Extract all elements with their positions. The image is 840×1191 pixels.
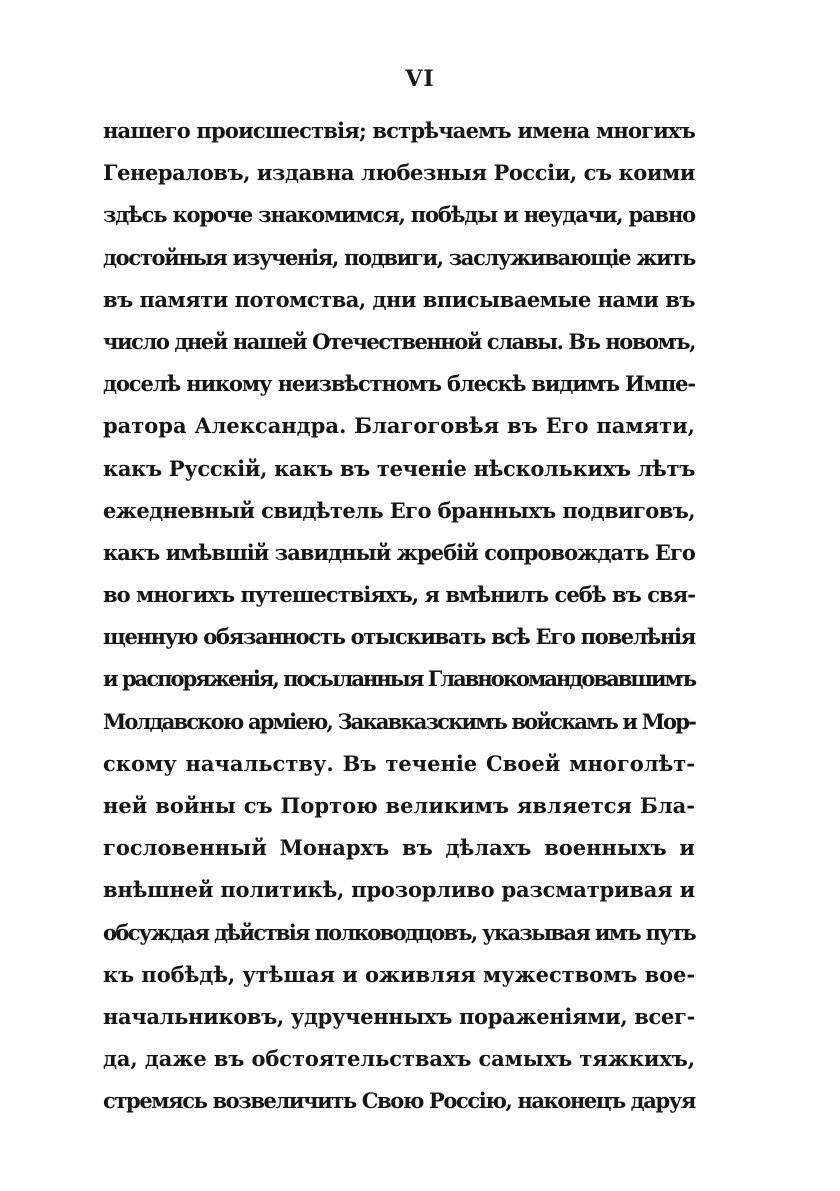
- text-line: достойныя изученія, подвиги, заслуживающіе жить: [103, 244, 695, 270]
- text-line: скому начальству. Въ теченіе Своей многолѣт-: [103, 750, 695, 776]
- text-line: ежедневный свидѣтель Его бранныхъ подвиговъ,: [103, 497, 695, 523]
- text-line: и распоряженія, посыланныя Главнокомандовавшимъ: [103, 666, 695, 692]
- text-line: какъ имѣвшій завидный жребій сопровождать Его: [103, 539, 695, 565]
- text-line: какъ Русскій, какъ въ теченіе нѣсколькихъ лѣтъ: [103, 455, 695, 481]
- text-line: внѣшней политикѣ, прозорливо разсматривая и: [103, 877, 695, 903]
- text-line: Молдавскою арміею, Закавказскимъ войскамъ и Мор-: [103, 708, 695, 734]
- text-line: въ памяти потомства, дни вписываемые нами въ: [103, 286, 695, 312]
- text-line: здѣсь короче знакомимся, побѣды и неудачи, равно: [103, 202, 695, 228]
- text-line: начальниковъ, удрученныхъ пораженіями, всег-: [103, 1003, 695, 1029]
- text-line: стремясь возвеличить Свою Россію, наконецъ даруя: [103, 1088, 695, 1114]
- text-line: щенную обязанность отыскивать всѣ Его повелѣнія: [103, 624, 695, 650]
- body-text: [103, 110, 695, 1123]
- text-line: да, даже въ обстоятельствахъ самыхъ тяжкихъ,: [103, 1046, 695, 1072]
- page-number: VI: [405, 66, 435, 92]
- text-line: къ побѣдѣ, утѣшая и оживляя мужествомъ вое-: [103, 961, 695, 987]
- text-line: гословенный Монархъ въ дѣлахъ военныхъ и: [103, 835, 695, 861]
- text-line: число дней нашей Отечественной славы. Въ новомъ,: [103, 328, 695, 354]
- text-line: во многихъ путешествіяхъ, я вмѣнилъ себѣ въ свя-: [103, 582, 695, 608]
- text-line: нашего происшествія; встрѣчаемъ имена многихъ: [103, 118, 695, 143]
- text-line: ней войны съ Портою великимъ является Бла-: [103, 793, 695, 818]
- text-line: Генераловъ, издавна любезныя Россіи, съ коими: [103, 160, 695, 186]
- text-line: доселѣ никому неизвѣстномъ блескѣ видимъ Импе-: [103, 371, 695, 397]
- text-line: ратора Александра. Благоговѣя въ Его памяти,: [103, 413, 695, 439]
- text-line: обсуждая дѣйствія полководцовъ, указывая имъ путь: [103, 919, 695, 945]
